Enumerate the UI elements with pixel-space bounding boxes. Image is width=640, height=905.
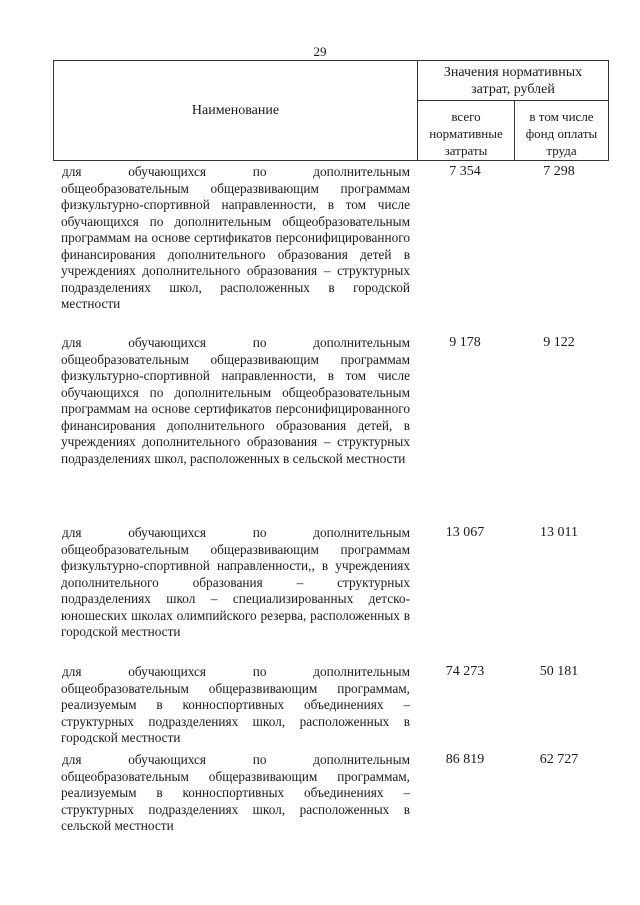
row-total-value: 86 819 [445,752,485,767]
row-payroll-value: 62 727 [539,752,579,767]
page-number: 29 [313,44,327,59]
row-total-value: 9 178 [449,335,481,350]
row-payroll-value: 9 122 [543,335,575,350]
column-header-name: Наименование [54,61,418,160]
column-header-values: Значения нормативных затрат, рублей [418,61,608,101]
row-payroll-value: 7 298 [543,164,575,179]
row-total-value: 74 273 [445,664,485,679]
column-subheaders [418,101,608,160]
row-name: для обучающихся по дополнительным общеобразовательным общеразвивающим программам физкультурно-спортивной направленности, в том числе обучающихся по дополнительным общеобразовательным программам на основе сертификатов персонифицированного финансирования дополнительного образования детей в учреждениях дополнительного образования – структурных подразделениях школ, расположенных в городской местности [61,164,410,311]
row-total-value: 7 354 [449,164,481,179]
column-group-values [418,61,608,160]
row-payroll-value: 50 181 [539,664,579,679]
row-name: для обучающихся по дополнительным общеобразовательным общеразвивающим программам, реализуемым в конноспортивных объединениях – структурных подразделениях школ, расположенных в городской местности [61,664,410,745]
row-payroll-value: 13 011 [540,525,578,540]
row-total-value: 13 067 [445,525,485,540]
column-header-total: всего нормативные затраты [418,101,515,160]
row-name: для обучающихся по дополнительным общеобразовательным общеразвивающим программам физкультурно-спортивной направленности,, в учреждениях дополнительного образования – структурных подразделениях школ – специализированных детско-юношеских школах олимпийского резерва, расположенных в городской местности [61,525,410,639]
row-name: для обучающихся по дополнительным общеобразовательным общеразвивающим программам, реализуемым в конноспортивных объединениях – структурных подразделениях школ, расположенных в сельской местности [61,752,410,833]
column-header-payroll: в том числе фонд оплаты труда [525,109,598,158]
row-name: для обучающихся по дополнительным общеобразовательным общеразвивающим программам физкультурно-спортивной направленности, в том числе обучающихся по дополнительным общеобразовательным программам на основе сертификатов персонифицированного финансирования дополнительного образования детей, в учреждениях дополнительного образования – структурных подразделениях школ, расположенных в сельской местности [61,335,410,466]
table-header [53,60,609,161]
